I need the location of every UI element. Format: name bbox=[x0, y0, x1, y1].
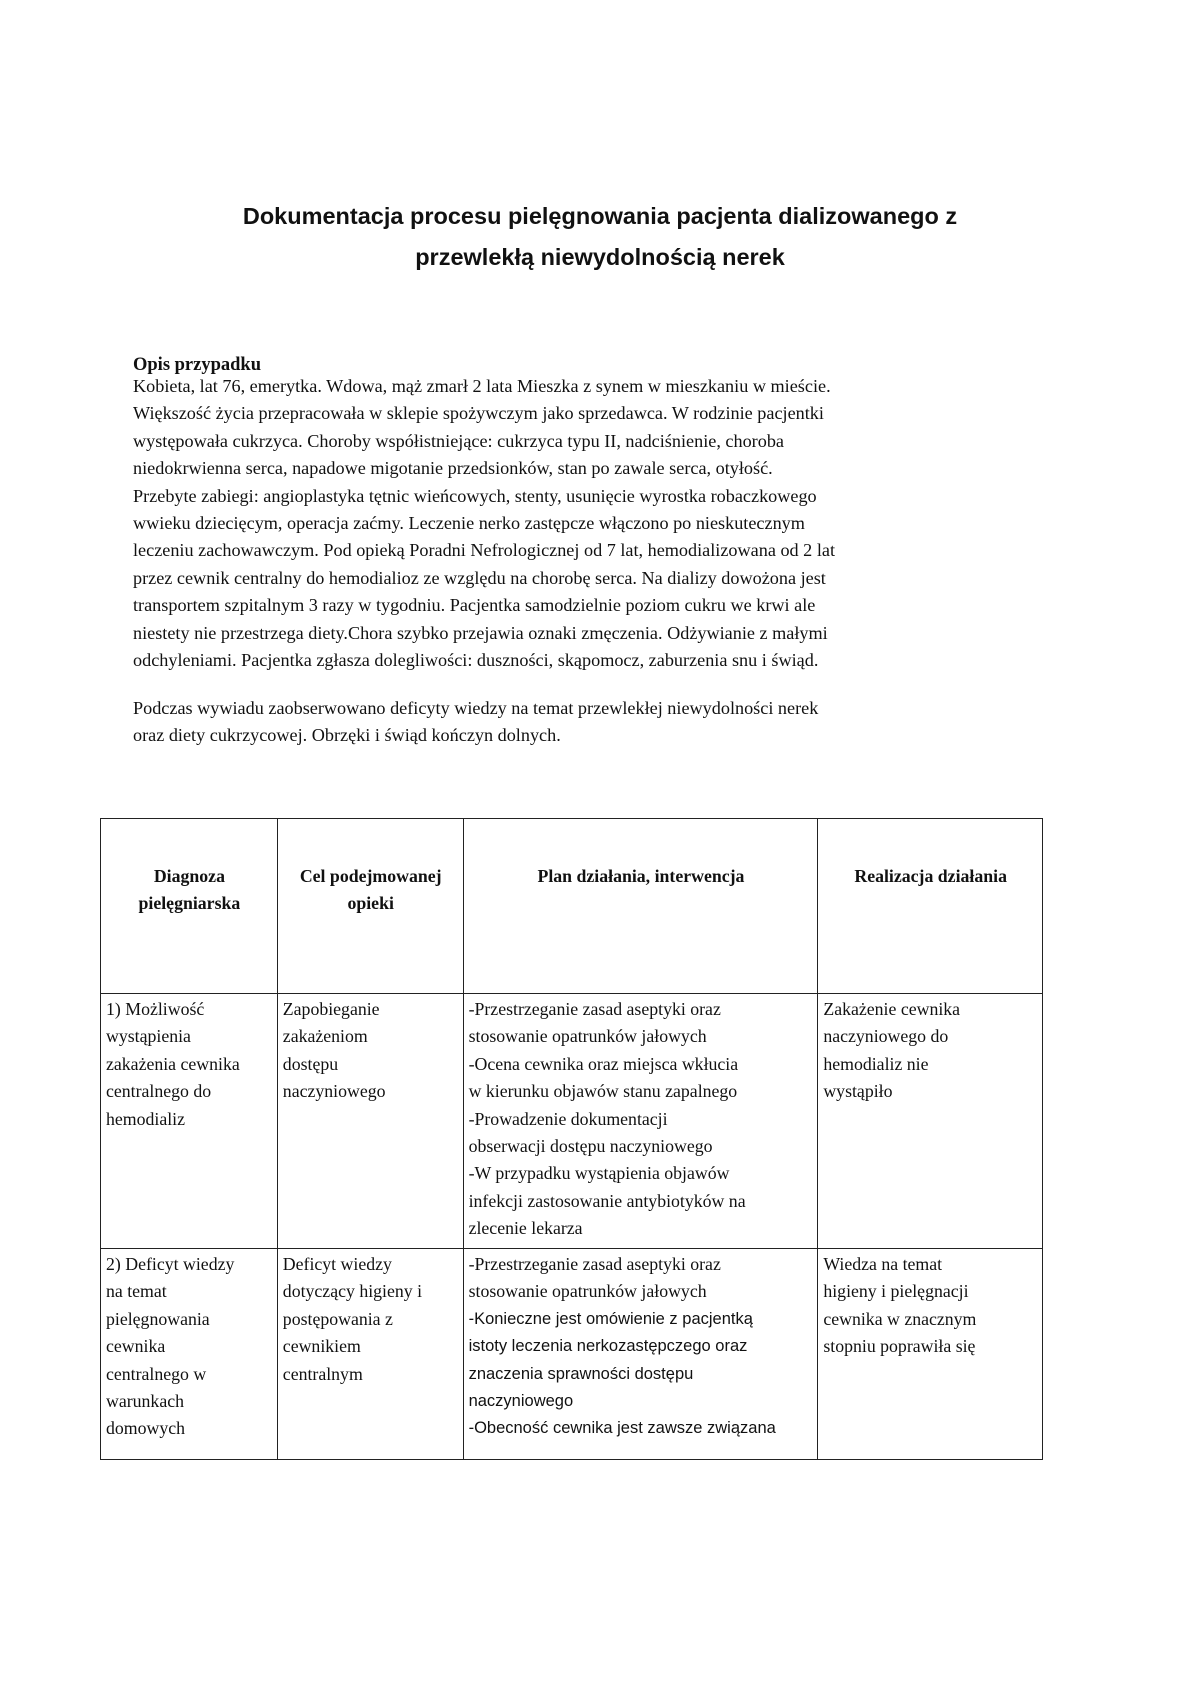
header-goal bbox=[277, 819, 463, 994]
care-plan-table bbox=[100, 818, 1043, 1460]
cell-result bbox=[818, 994, 1043, 1249]
text-line: Zapobieganie bbox=[282, 999, 380, 1019]
cell-plan bbox=[463, 994, 818, 1249]
cell-plan bbox=[463, 1249, 818, 1460]
title-line: przewlekłą niewydolnością nerek bbox=[415, 244, 785, 270]
text-line: hemodializ bbox=[106, 1108, 185, 1129]
text-line: dotyczący higieny i bbox=[282, 1281, 423, 1302]
document-title bbox=[0, 196, 1200, 278]
text-line: cewnika w znacznym bbox=[823, 1308, 977, 1329]
text-line: wwieku dziecięcym, operacja zaćmy. Leczenie nerko zastępcze włączono po nieskutecznym bbox=[133, 513, 805, 534]
text-line: naczyniowego do bbox=[823, 1026, 949, 1047]
text-line: wystąpienia bbox=[106, 1026, 191, 1047]
text-line: -Przestrzeganie zasad aseptyki oraz bbox=[468, 1254, 721, 1274]
text-line: higieny i pielęgnacji bbox=[823, 1281, 969, 1302]
text-line: Realizacja działania bbox=[854, 866, 1007, 886]
header-plan bbox=[463, 819, 818, 994]
table-row bbox=[101, 1249, 1043, 1460]
text-line: transportem szpitalnym 3 razy w tygodniu. Pacjentka samodzielnie poziom cukru we krwi ale bbox=[133, 595, 816, 616]
text-line: w kierunku objawów stanu zapalnego bbox=[468, 1081, 738, 1102]
cell-goal bbox=[277, 1249, 463, 1460]
text-line: pielęgniarska bbox=[138, 893, 241, 914]
text-line: naczyniowego bbox=[468, 1392, 574, 1411]
text-line: stosowanie opatrunków jałowych bbox=[468, 1026, 707, 1047]
table-header-row bbox=[101, 819, 1043, 994]
text-line: hemodializ nie bbox=[823, 1053, 929, 1074]
text-line: infekcji zastosowanie antybiotyków na bbox=[468, 1190, 746, 1211]
text-line: -Ocena cewnika oraz miejsca wkłucia bbox=[468, 1053, 739, 1074]
text-line: centralnego do bbox=[106, 1081, 212, 1102]
text-line: obserwacji dostępu naczyniowego bbox=[468, 1136, 713, 1157]
text-line: -Konieczne jest omówienie z pacjentką bbox=[468, 1309, 753, 1328]
text-line: Wiedza na temat bbox=[823, 1254, 943, 1274]
header-diagnosis bbox=[101, 819, 278, 994]
text-line: opieki bbox=[347, 893, 394, 914]
cell-result bbox=[818, 1249, 1043, 1460]
text-line: -W przypadku wystąpienia objawów bbox=[468, 1163, 730, 1184]
text-line: na temat bbox=[106, 1281, 167, 1302]
cell-goal bbox=[277, 994, 463, 1249]
text-line: warunkach bbox=[106, 1391, 185, 1412]
text-line: stosowanie opatrunków jałowych bbox=[468, 1281, 707, 1302]
text-line: niestety nie przestrzega diety.Chora szybko przejawia oznaki zmęczenia. Odżywianie z małymi bbox=[133, 622, 828, 643]
text-line: pielęgnowania bbox=[106, 1308, 210, 1329]
header-result bbox=[818, 819, 1043, 994]
text-line: Plan działania, interwencja bbox=[537, 866, 745, 886]
text-line: -Obecność cewnika jest zawsze związana bbox=[468, 1419, 776, 1438]
text-line: centralnego w bbox=[106, 1363, 207, 1384]
text-line: Deficyt wiedzy bbox=[282, 1254, 392, 1274]
text-line: występowała cukrzyca. Choroby współistniejące: cukrzyca typu II, nadciśnienie, choroba bbox=[133, 430, 784, 451]
text-line: postępowania z bbox=[282, 1308, 393, 1329]
text-line: domowych bbox=[106, 1418, 186, 1439]
text-line: cewnikiem bbox=[282, 1336, 361, 1357]
text-line: -Prowadzenie dokumentacji bbox=[468, 1108, 668, 1129]
text-line: oraz diety cukrzycowej. Obrzęki i świąd kończyn dolnych. bbox=[133, 725, 561, 746]
text-line: 1) Możliwość bbox=[106, 999, 205, 1019]
text-line: naczyniowego bbox=[282, 1081, 386, 1102]
text-line: Cel podejmowanej bbox=[299, 866, 442, 886]
text-line: cewnika bbox=[106, 1336, 166, 1357]
table-row bbox=[101, 994, 1043, 1249]
observation-paragraph bbox=[133, 695, 818, 750]
text-line: zakażeniom bbox=[282, 1026, 368, 1047]
text-line: znaczenia sprawności dostępu bbox=[468, 1364, 694, 1383]
text-line: leczeniu zachowawczym. Pod opieką Poradni Nefrologicznej od 7 lat, hemodializowana od 2 lat bbox=[133, 540, 835, 561]
text-line: Większość życia przepracowała w sklepie spożywczym jako sprzedawca. W rodzinie pacjentki bbox=[133, 403, 824, 424]
text-line: Przebyte zabiegi: angioplastyka tętnic wieńcowych, stenty, usunięcie wyrostka robaczkowego bbox=[133, 485, 817, 506]
text-line: istoty leczenia nerkozastępczego oraz bbox=[468, 1337, 748, 1356]
text-line: Diagnoza bbox=[153, 866, 225, 886]
text-line: odchyleniami. Pacjentka zgłasza dolegliwości: duszności, skąpomocz, zaburzenia snu i świąd. bbox=[133, 650, 819, 671]
text-line: przez cewnik centralny do hemodialioz ze względu na chorobę serca. Na dializy dowożona jest bbox=[133, 567, 826, 588]
text-line: wystąpiło bbox=[823, 1081, 893, 1102]
text-line: -Przestrzeganie zasad aseptyki oraz bbox=[468, 999, 721, 1019]
text-line: zakażenia cewnika bbox=[106, 1053, 240, 1074]
text-line: niedokrwienna serca, napadowe migotanie przedsionków, stan po zawale serca, otyłość. bbox=[133, 458, 773, 479]
text-line: Podczas wywiadu zaobserwowano deficyty wiedzy na temat przewlekłej niewydolności nerek bbox=[133, 698, 819, 718]
text-line: Kobieta, lat 76, emerytka. Wdowa, mąż zmarł 2 lata Mieszka z synem w mieszkaniu w mieście. bbox=[133, 376, 831, 396]
text-line: stopniu poprawiła się bbox=[823, 1336, 976, 1357]
text-line: Zakażenie cewnika bbox=[823, 999, 961, 1019]
text-line: dostępu bbox=[282, 1053, 339, 1074]
text-line: centralnym bbox=[282, 1363, 363, 1384]
text-line: 2) Deficyt wiedzy bbox=[106, 1254, 235, 1274]
text-line: zlecenie lekarza bbox=[468, 1218, 583, 1239]
case-description-paragraph bbox=[133, 373, 835, 674]
section-heading: Opis przypadku bbox=[133, 355, 262, 375]
cell-diagnosis bbox=[101, 1249, 278, 1460]
title-line: Dokumentacja procesu pielęgnowania pacjenta dializowanego z bbox=[242, 203, 958, 229]
cell-diagnosis bbox=[101, 994, 278, 1249]
